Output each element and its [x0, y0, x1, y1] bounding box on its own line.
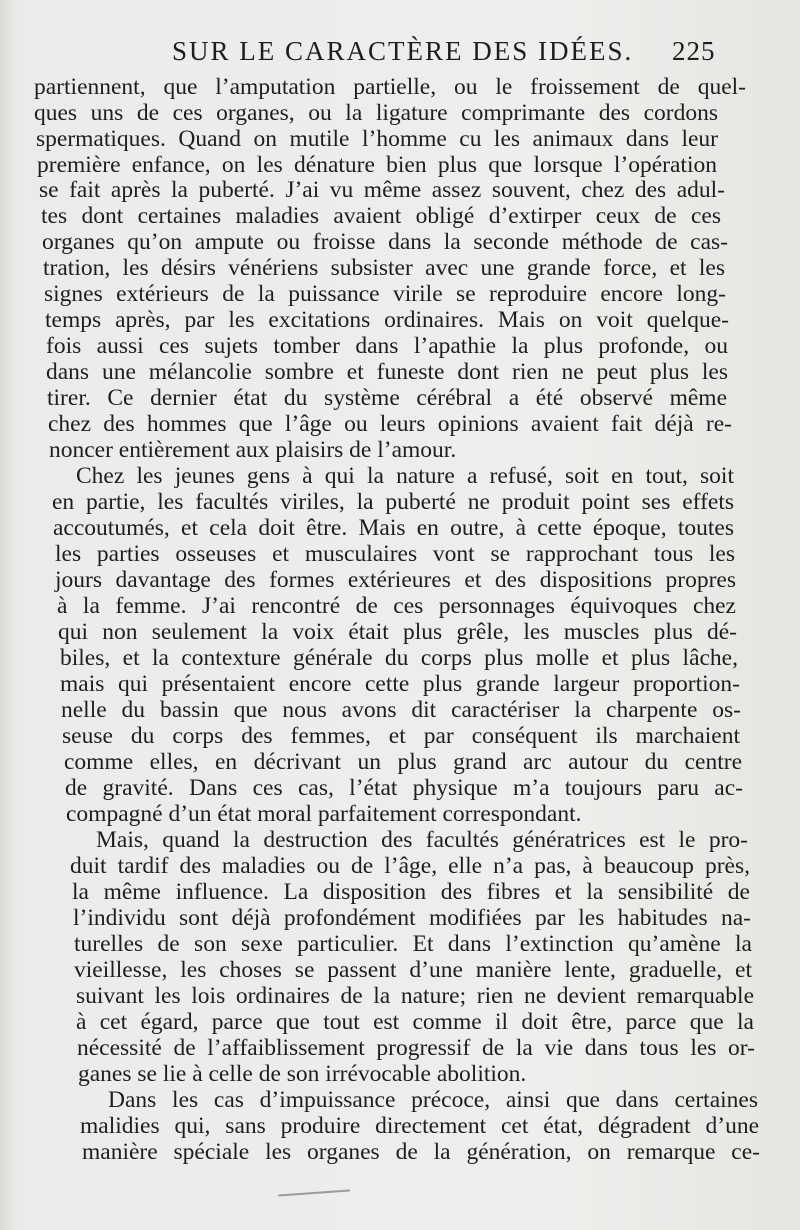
running-title: SUR LE CARACTÈRE DES IDÉES.	[172, 36, 634, 66]
text-line: ganes se lie à celle de son irrévocable abolition.	[78, 1061, 527, 1087]
text-line: tes dont certaines maladies avaient obligé d’extirper ceux de ces	[41, 203, 721, 229]
text-line: première enfance, on les dénature bien plus que lorsque l’opération	[37, 152, 717, 178]
smudge-mark	[278, 1189, 350, 1196]
text-line: partiennent, que l’amputation partielle, ou le froissement de quel-	[34, 74, 746, 100]
page-header	[0, 36, 800, 70]
text-line: fois aussi ces sujets tomber dans l’apathie la plus profonde, ou	[46, 333, 728, 359]
text-line: ques uns de ces organes, ou la ligature comprimante des cordons	[34, 100, 718, 126]
text-line: Chez les jeunes gens à qui la nature a refusé, soit en tout, soit	[76, 463, 734, 489]
text-line: nelle du bassin que nous avons dit caractériser la charpente os-	[61, 697, 741, 723]
text-line: l’individu sont déjà profondément modifiées par les habitudes na-	[73, 905, 751, 931]
text-line: qui non seulement la voix était plus grêle, les muscles plus dé-	[58, 619, 737, 645]
text-line: chez des hommes que l’âge ou leurs opinions avaient fait déjà re-	[48, 411, 732, 437]
text-line: dans une mélancolie sombre et funeste dont rien ne peut plus les	[46, 359, 728, 385]
text-line: à la femme. J’ai rencontré de ces personnages équivoques chez	[57, 593, 736, 619]
text-line: tirer. Ce dernier état du système cérébral a été observé même	[47, 385, 727, 411]
text-line: organes qu’on ampute ou froisse dans la seconde méthode de cas-	[42, 229, 728, 255]
text-line: jours davantage des formes extérieures et des dispositions propres	[55, 567, 736, 593]
text-line: manière spéciale les organes de la génération, on remarque ce-	[82, 1139, 760, 1165]
text-line: seuse du corps des femmes, et par conséquent ils marchaient	[62, 723, 740, 749]
text-line: de gravité. Dans ces cas, l’état physique m’a toujours paru ac-	[65, 775, 743, 801]
text-line: les parties osseuses et musculaires vont se rapprochant tous les	[55, 541, 735, 567]
text-line: vieillesse, les choses se passent d’une manière lente, graduelle, et	[74, 957, 752, 983]
page-number: 225	[672, 36, 716, 66]
text-line: turelles de son sexe particulier. Et dans l’extinction qu’amène la	[74, 931, 752, 957]
text-line: noncer entièrement aux plaisirs de l’amour.	[49, 437, 457, 463]
text-line: temps après, par les excitations ordinaires. Mais on voit quelque-	[45, 307, 729, 333]
text-line: malidies qui, sans produire directement cet état, dégradent d’une	[80, 1113, 759, 1139]
text-line: Mais, quand la destruction des facultés génératrices est le pro-	[96, 827, 748, 853]
text-line: accoutumés, et cela doit être. Mais en outre, à cette époque, toutes	[53, 515, 734, 541]
text-line: comme elles, en décrivant un plus grand arc autour du centre	[64, 749, 742, 775]
text-line: duit tardif des maladies ou de l’âge, elle n’a pas, à beaucoup près,	[70, 853, 750, 879]
text-line: signes extérieurs de la puissance virile se reproduire encore long-	[44, 281, 726, 307]
text-line: Dans les cas d’impuissance précoce, ainsi que dans certaines	[108, 1087, 758, 1113]
text-line: à cet égard, parce que tout est comme il doit être, parce que la	[76, 1009, 754, 1035]
text-line: biles, et la contexture générale du corps plus molle et plus lâche,	[60, 645, 738, 671]
text-line: mais qui présentaient encore cette plus grande largeur proportion-	[60, 671, 740, 697]
text-line: en partie, les facultés viriles, la puberté ne produit point ses effets	[52, 489, 734, 515]
text-line: se fait après la puberté. J’ai vu même assez souvent, chez des adul-	[39, 177, 725, 203]
text-line: la même influence. La disposition des fibres et la sensibilité de	[72, 879, 750, 905]
text-line: compagné d’un état moral parfaitement correspondant.	[66, 801, 582, 827]
text-line: tration, les désirs vénériens subsister avec une grande force, et les	[43, 255, 725, 281]
text-line: suivant les lois ordinaires de la nature; rien ne devient remarquable	[76, 983, 754, 1009]
text-line: nécessité de l’affaiblissement progressif de la vie dans tous les or-	[77, 1035, 755, 1061]
text-line: spermatiques. Quand on mutile l’homme cu les animaux dans leur	[36, 126, 718, 152]
